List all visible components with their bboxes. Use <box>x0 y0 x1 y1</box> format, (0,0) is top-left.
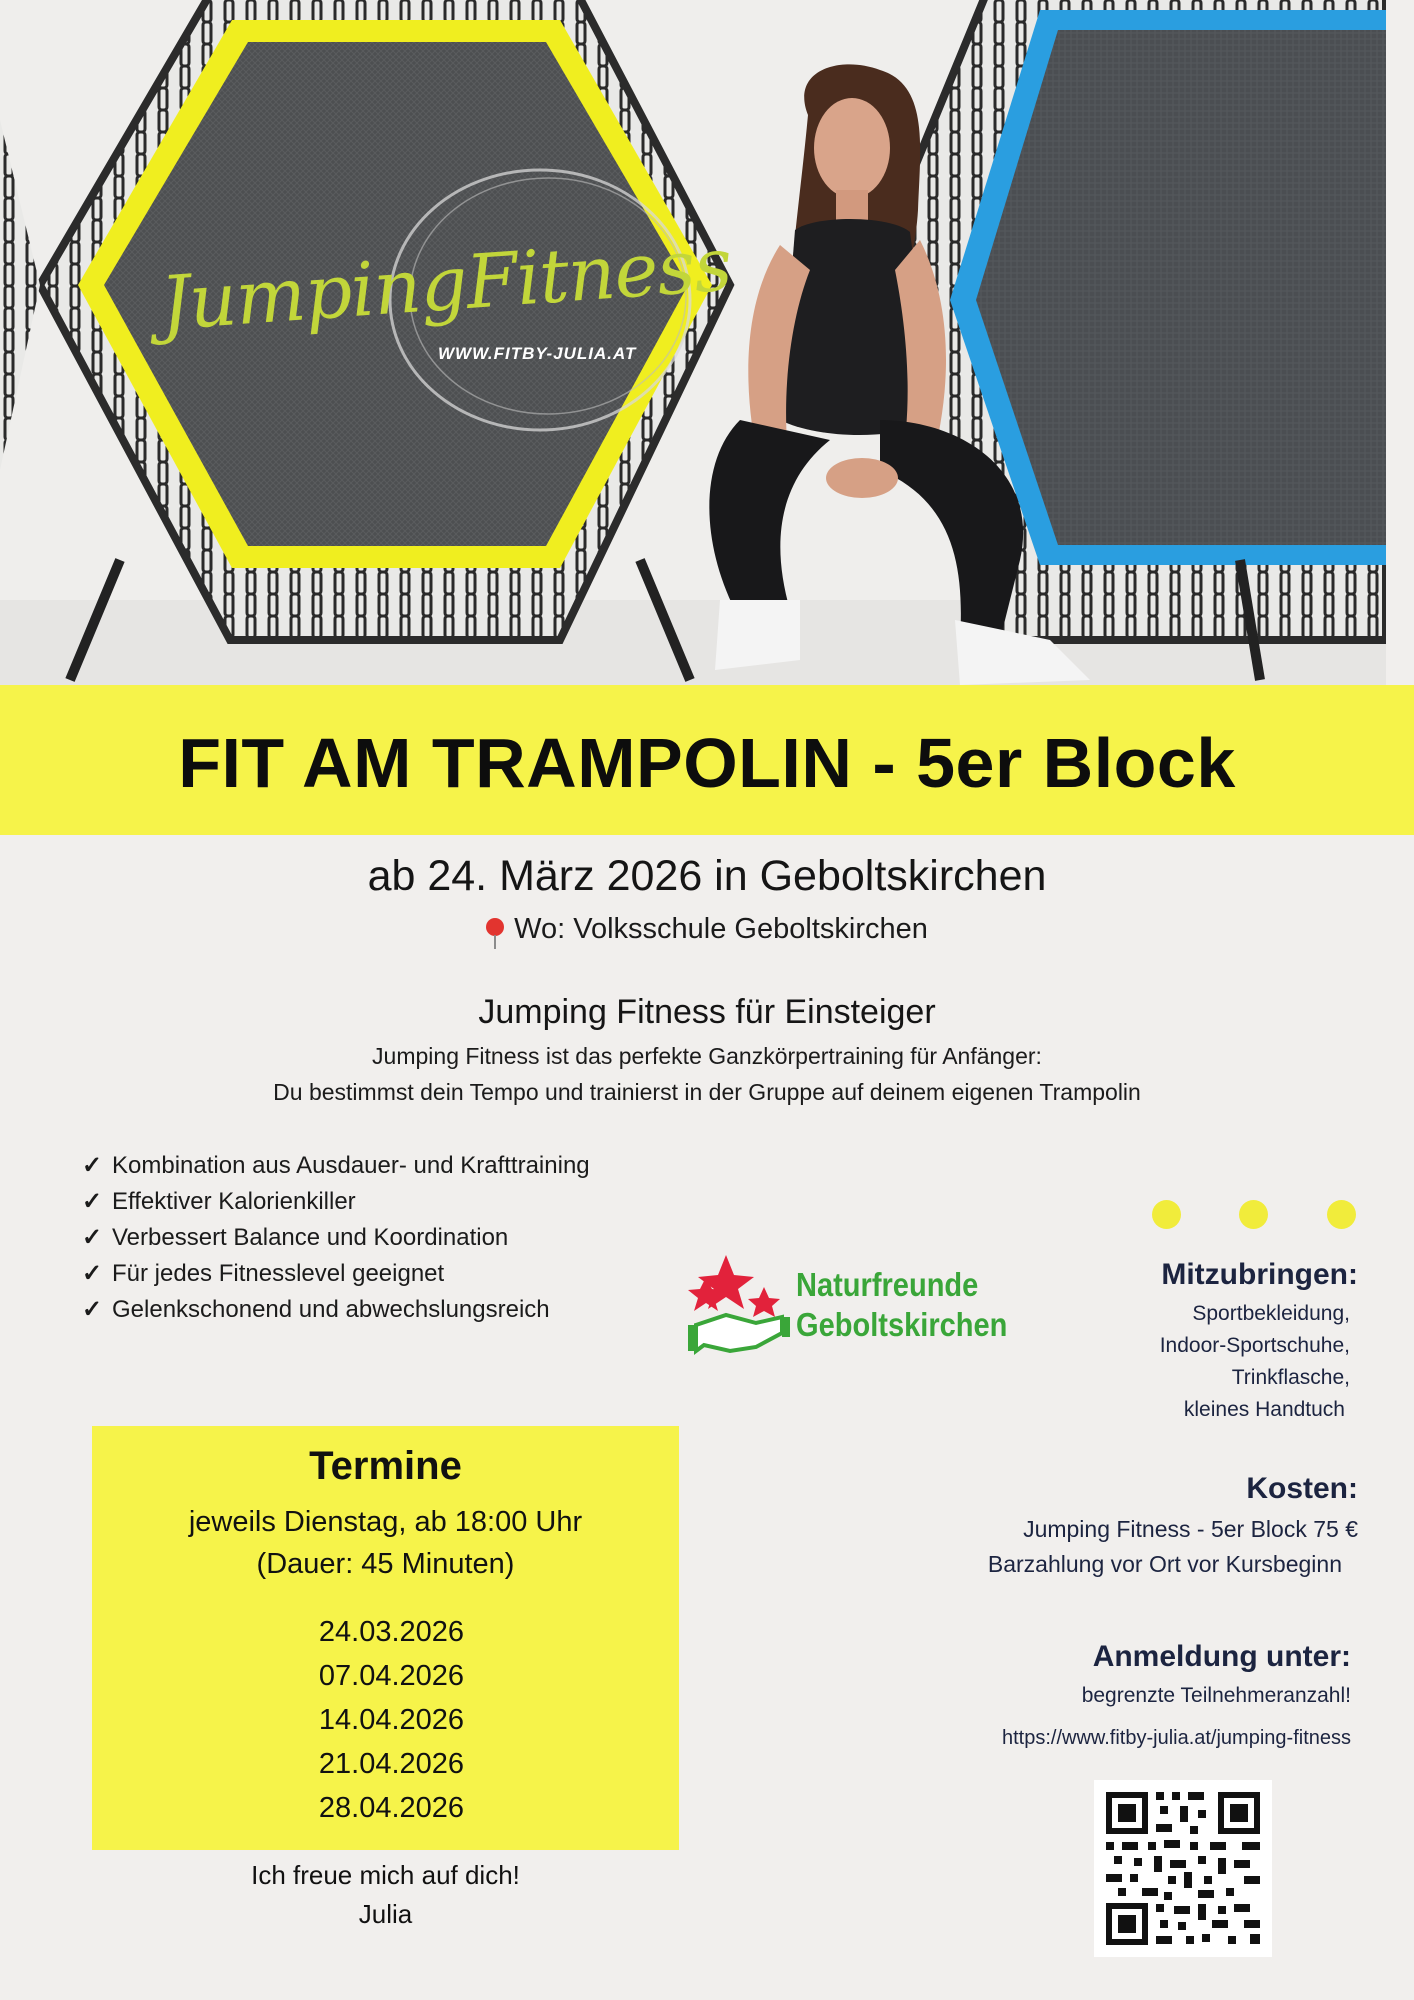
check-icon: ✓ <box>82 1188 103 1215</box>
date-item: 28.04.2026 <box>318 1792 465 1824</box>
naturfreunde-text: Naturfreunde Geboltskirchen <box>796 1266 1008 1343</box>
feature-list <box>82 1148 702 1328</box>
list-item: ✓ Effektiver Kalorienkiller <box>82 1184 702 1220</box>
signoff-name: Julia <box>358 1899 413 1929</box>
check-icon: ✓ <box>82 1296 103 1323</box>
mitzubringen-item: Indoor-Sportschuhe, <box>1159 1334 1350 1357</box>
check-icon: ✓ <box>82 1224 103 1251</box>
title-banner <box>0 685 1414 835</box>
hero-photo <box>0 0 1386 685</box>
date-location-heading: ab 24. März 2026 in Geboltskirchen <box>367 852 1047 900</box>
page-title: FIT AM TRAMPOLIN - 5er Block <box>178 724 1236 802</box>
termine-box <box>92 1426 679 1850</box>
kosten-payment: Barzahlung vor Ort vor Kursbeginn <box>987 1551 1342 1577</box>
mitzubringen-heading: Mitzubringen: <box>1161 1258 1358 1291</box>
qr-code-icon <box>1094 1780 1272 1957</box>
mitzubringen-item: Sportbekleidung, <box>1192 1302 1350 1325</box>
check-icon: ✓ <box>82 1260 103 1287</box>
intro-title: Jumping Fitness für Einsteiger <box>478 993 936 1031</box>
naturfreunde-emblem-icon <box>686 1255 796 1365</box>
date-item: 21.04.2026 <box>318 1748 465 1780</box>
decorative-dot <box>1239 1200 1268 1229</box>
decorative-dot <box>1327 1200 1356 1229</box>
logo-url-text: WWW.FITBY-JULIA.AT <box>438 344 637 363</box>
mitzubringen-item: Trinkflasche, <box>1231 1366 1350 1389</box>
naturfreunde-logo <box>686 1255 1026 1365</box>
termine-heading: Termine <box>309 1444 462 1488</box>
list-item: ✓ Kombination aus Ausdauer- und Krafttraining <box>82 1148 702 1184</box>
venue-line <box>0 913 1414 946</box>
termine-schedule: jeweils Dienstag, ab 18:00 Uhr <box>188 1506 583 1538</box>
mitzubringen-item: kleines Handtuch <box>1183 1398 1345 1421</box>
venue-text: Wo: Volksschule Geboltskirchen <box>514 913 928 945</box>
anmeldung-heading: Anmeldung unter: <box>1092 1640 1351 1673</box>
date-item: 14.04.2026 <box>318 1704 465 1736</box>
kosten-heading: Kosten: <box>1246 1472 1358 1505</box>
check-icon: ✓ <box>82 1152 103 1179</box>
list-item: ✓ Für jedes Fitnesslevel geeignet <box>82 1256 702 1292</box>
signoff-message: Ich freue mich auf dich! <box>251 1860 520 1890</box>
anmeldung-link[interactable]: https://www.fitby-julia.at/jumping-fitness <box>1001 1727 1351 1749</box>
list-item: ✓ Verbessert Balance und Koordination <box>82 1220 702 1256</box>
termine-duration: (Dauer: 45 Minuten) <box>256 1548 515 1580</box>
map-pin-icon <box>486 918 504 936</box>
qr-code[interactable] <box>1094 1780 1272 1957</box>
jumping-fitness-logo: JumpingFitness <box>157 221 734 348</box>
decorative-dot <box>1152 1200 1181 1229</box>
date-item: 07.04.2026 <box>318 1660 465 1692</box>
anmeldung-note: begrenzte Teilnehmeranzahl! <box>1081 1684 1351 1707</box>
intro-text-line2: Du bestimmst dein Tempo und trainierst in der Gruppe auf deinem eigenen Trampolin <box>273 1079 1141 1105</box>
list-item: ✓ Gelenkschonend und abwechslungsreich <box>82 1292 702 1328</box>
intro-text-line1: Jumping Fitness ist das perfekte Ganzkörpertraining für Anfänger: <box>372 1043 1042 1069</box>
date-item: 24.03.2026 <box>318 1616 465 1648</box>
kosten-price: Jumping Fitness - 5er Block 75 € <box>1023 1516 1358 1542</box>
termine-date-list <box>92 1610 679 1830</box>
